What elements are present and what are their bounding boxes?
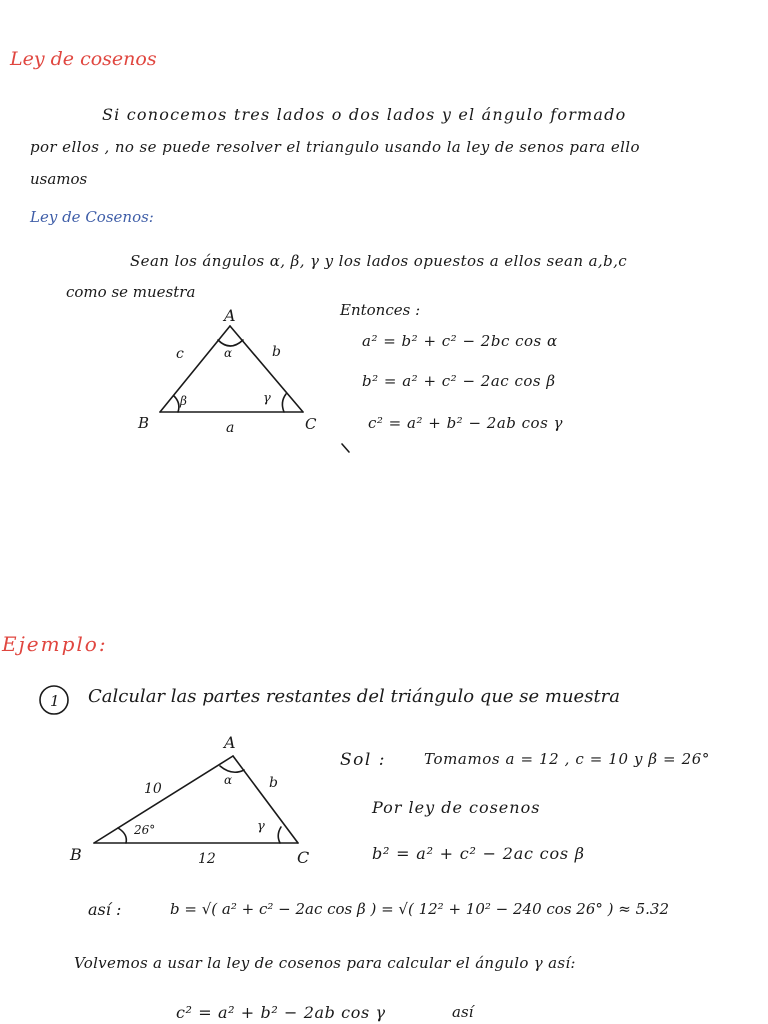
fig2-angle-alpha: α xyxy=(224,773,233,787)
fig1-side-a: a xyxy=(226,420,235,436)
problem-text: Calcular las partes restantes del triángulo que se muestra xyxy=(88,686,621,707)
formula-c: c² = a² + b² − 2ab cos γ xyxy=(368,414,564,432)
fig1-vertex-a: A xyxy=(224,306,236,325)
fig1-angle-beta: β xyxy=(180,394,187,408)
fig1-side-b: b xyxy=(272,344,281,360)
law-subheading: Ley de Cosenos: xyxy=(30,208,154,226)
fig1-vertex-b: B xyxy=(138,414,150,432)
fig2-angle-beta: 26° xyxy=(134,823,156,837)
asi-label-2: así xyxy=(452,1003,474,1021)
intro-line-1: Si conocemos tres lados o dos lados y el ángulo formado xyxy=(102,105,627,124)
eq-c-squared: c² = a² + b² − 2ab cos γ xyxy=(176,1003,386,1022)
eq-b-squared: b² = a² + c² − 2ac cos β xyxy=(372,844,585,863)
sol-label: Sol : xyxy=(340,750,386,770)
by-law-text: Por ley de cosenos xyxy=(372,798,541,817)
fig2-angle-gamma: γ xyxy=(257,819,265,834)
fig2-vertex-b: B xyxy=(70,845,82,864)
fig2-vertex-c: C xyxy=(297,848,310,867)
formula-a: a² = b² + c² − 2bc cos α xyxy=(362,332,558,350)
example-heading: Ejemplo: xyxy=(2,632,108,656)
asi-label: así : xyxy=(88,900,122,919)
fig2-side-b: b xyxy=(269,775,278,791)
fig2-side-ab: 10 xyxy=(144,781,162,797)
fig2-side-bc: 12 xyxy=(198,851,216,867)
formula-b: b² = a² + c² − 2ac cos β xyxy=(362,372,556,390)
fig1-angle-gamma: γ xyxy=(263,391,271,406)
intro-line-3: usamos xyxy=(30,170,88,188)
fig1-side-c: c xyxy=(176,346,184,362)
problem-number: 1 xyxy=(50,692,60,710)
again-text: Volvemos a usar la ley de cosenos para calcular el ángulo γ así: xyxy=(74,954,576,972)
given-values: Tomamos a = 12 , c = 10 y β = 26° xyxy=(424,750,710,768)
page-title: Ley de cosenos xyxy=(10,48,157,70)
fig1-angle-alpha: α xyxy=(224,346,233,360)
statement-line-2: como se muestra xyxy=(66,283,196,301)
fig1-vertex-c: C xyxy=(305,415,317,433)
eq-b-result: b = √( a² + c² − 2ac cos β ) = √( 12² + 10² − 240 cos 26° ) ≈ 5.32 xyxy=(170,900,670,918)
intro-line-2: por ellos , no se puede resolver el triangulo usando la ley de senos para ello xyxy=(30,138,640,156)
then-label: Entonces : xyxy=(340,301,421,319)
fig2-vertex-a: A xyxy=(224,733,236,752)
statement-line-1: Sean los ángulos α, β, γ y los lados opuestos a ellos sean a,b,c xyxy=(130,252,628,270)
